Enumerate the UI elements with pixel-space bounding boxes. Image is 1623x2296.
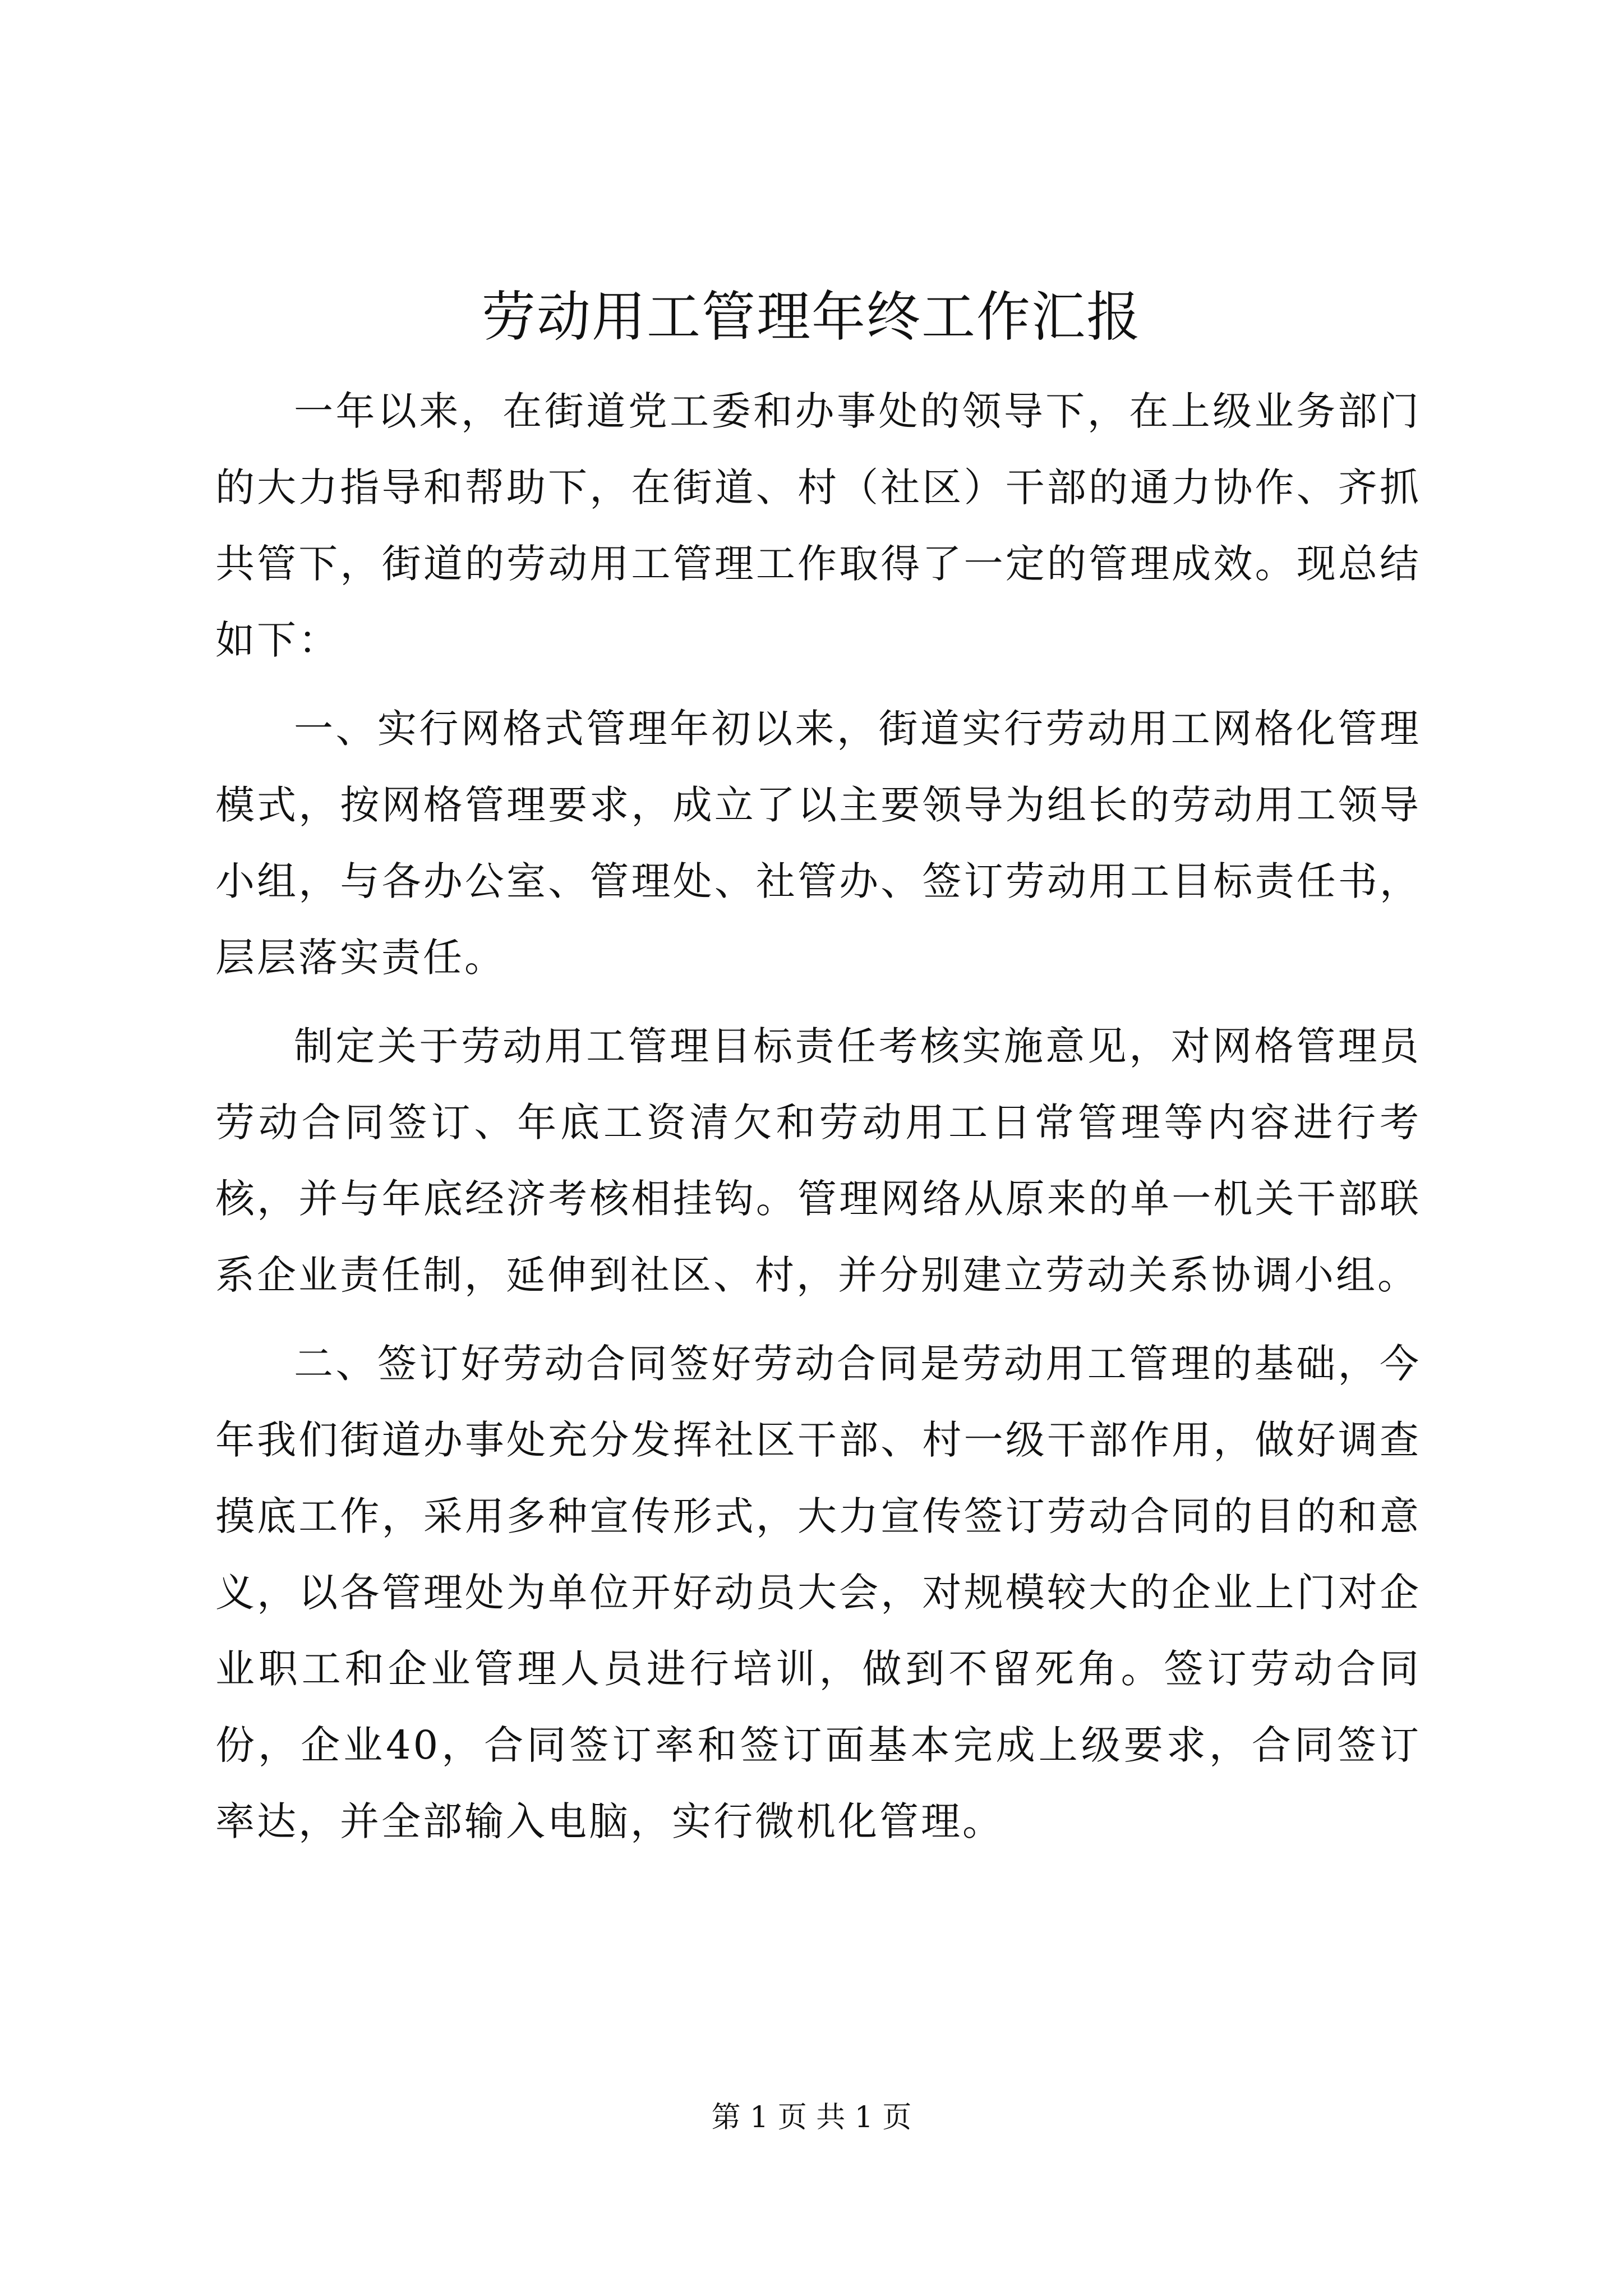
page-footer: 第 1 页 共 1 页 — [711, 2101, 912, 2134]
paragraph-intro: 一年以来，在街道党工委和办事处的领导下，在上级业务部门的大力指导和帮助下，在街道、村（社区）干部的通力协作、齐抓共管下，街道的劳动用工管理工作取得了一定的管理成效。现总结如下： — [215, 388, 1421, 663]
document-title: 劳动用工管理年终工作汇报 — [482, 286, 1141, 348]
paragraph-grid-management: 一、实行网格式管理年初以来，街道实行劳动用工网格化管理模式，按网格管理要求，成立了以主要领导为组长的劳动用工领导小组，与各办公室、管理处、社管办、签订劳动用工目标责任书，层层落实责任。 — [215, 706, 1421, 981]
document-body — [215, 373, 1421, 1872]
paragraph-labor-contracts: 二、签订好劳动合同签好劳动合同是劳动用工管理的基础，今年我们街道办事处充分发挥社区干部、村一级干部作用，做好调查摸底工作，采用多种宣传形式，大力宣传签订劳动合同的目的和意义，以各管理处为单位开好动员大会，对规模较大的企业上门对企业职工和企业管理人员进行培训，做到不留死角。签订劳动合同份，企业40，合同签订率和签订面基本完成上级要求，合同签订率达，并全部输入电脑，实行微机化管理。 — [215, 1341, 1421, 1844]
paragraph-assessment: 制定关于劳动用工管理目标责任考核实施意见，对网格管理员劳动合同签订、年底工资清欠和劳动用工日常管理等内容进行考核，并与年底经济考核相挂钩。管理网络从原来的单一机关干部联系企业责任制，延伸到社区、村，并分别建立劳动关系协调小组。 — [215, 1023, 1421, 1298]
